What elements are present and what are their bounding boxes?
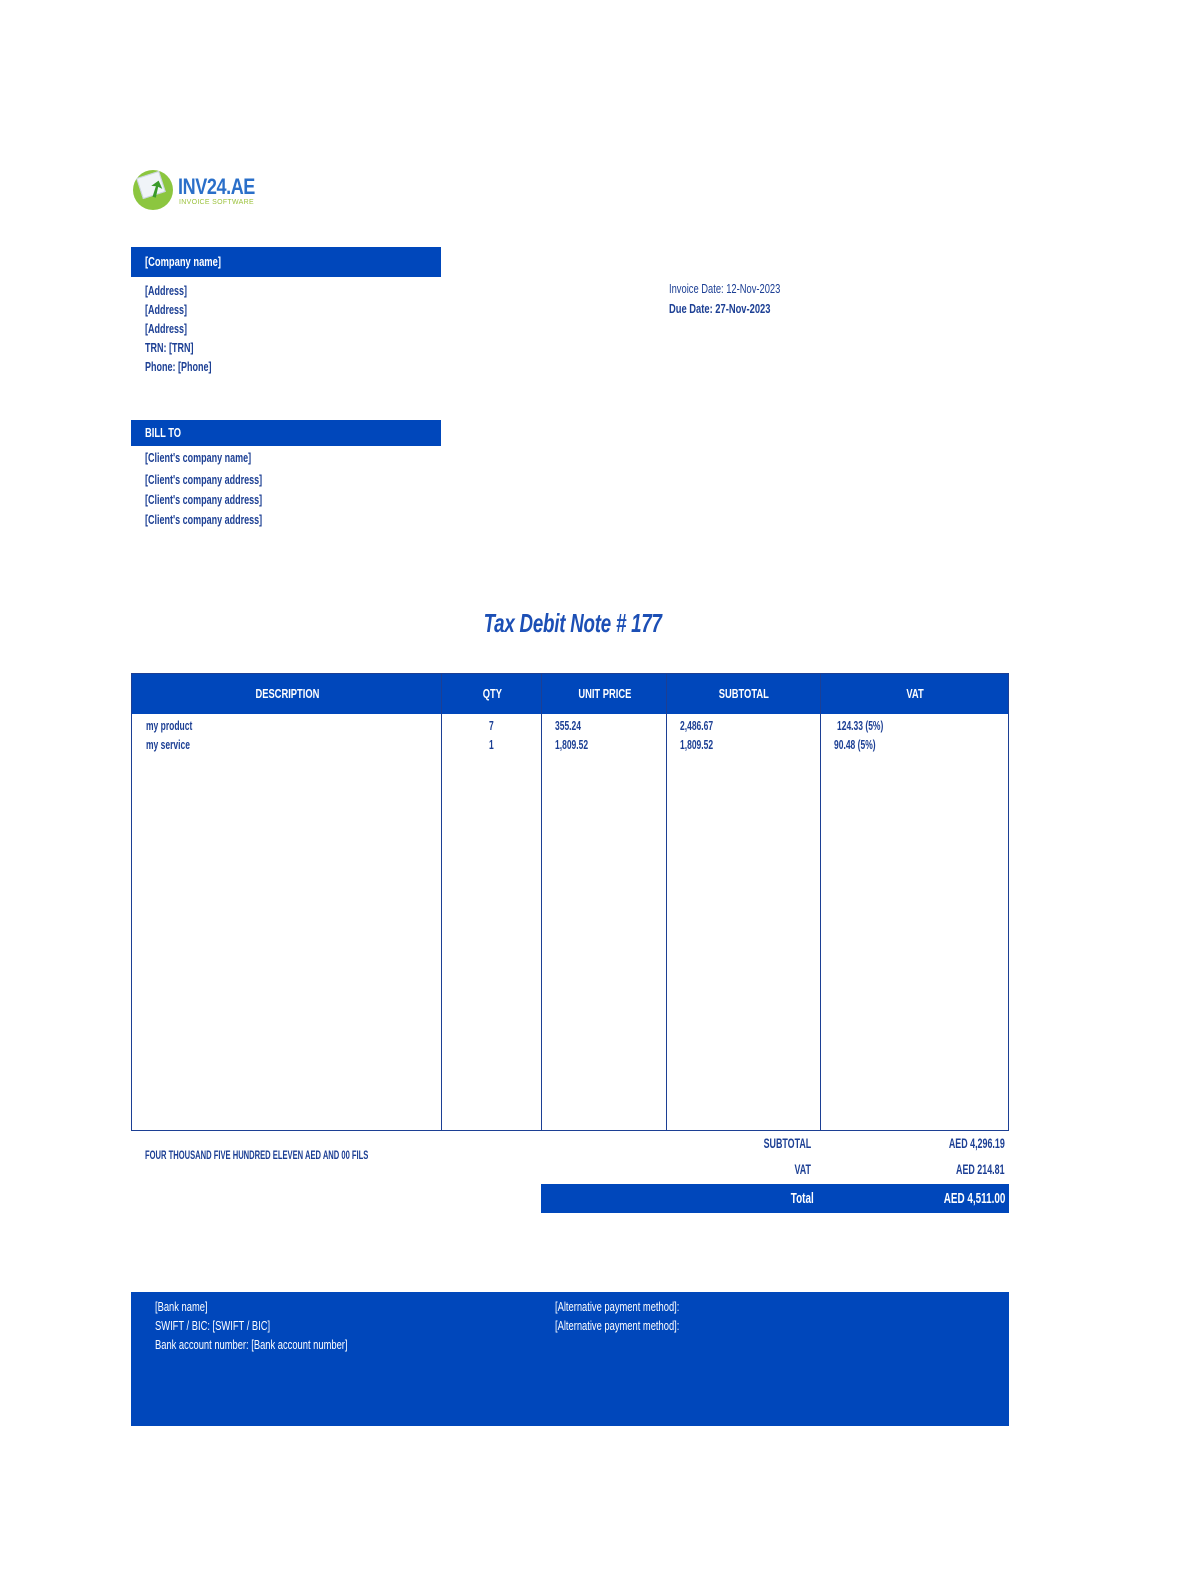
logo-name: INV24.AE (178, 174, 255, 199)
client-details (145, 448, 308, 530)
company-phone: Phone: [Phone] (145, 360, 212, 374)
row-2-subtotal: 1,809.52 (680, 738, 714, 752)
total-value: AED 4,511.00 (943, 1190, 1005, 1207)
company-address-3: [Address] (145, 322, 188, 336)
document-title-text: Tax Debit Note # 177 (483, 608, 663, 638)
client-address-1: [Client's company address] (145, 473, 263, 487)
row-1-unit-price: 355.24 (555, 719, 581, 733)
company-name-bar (131, 247, 441, 277)
client-company-name: [Client's company name] (145, 451, 252, 465)
company-address-2: [Address] (145, 303, 188, 317)
document-title (0, 608, 1146, 639)
due-date: Due Date: 27-Nov-2023 (669, 301, 771, 316)
brand-logo (133, 170, 263, 214)
alt-payment-method-1: [Alternative payment method]: (555, 1299, 680, 1314)
total-bar (541, 1184, 1009, 1213)
invoice-growth-arrow-icon: ➚ (133, 170, 173, 210)
swift-bic: SWIFT / BIC: [SWIFT / BIC] (155, 1318, 271, 1333)
company-address-1: [Address] (145, 284, 188, 298)
amount-in-words: FOUR THOUSAND FIVE HUNDRED ELEVEN AED AND 00 FILS (145, 1150, 369, 1162)
row-1-description: my product (146, 719, 193, 733)
row-2-description: my service (146, 738, 190, 752)
header-description: DESCRIPTION (255, 686, 319, 701)
subtotal-value: AED 4,296.19 (949, 1136, 1005, 1151)
invoice-dates (669, 279, 824, 319)
row-1-vat: 124.33 (5%) (837, 719, 884, 733)
client-address-3: [Client's company address] (145, 513, 263, 527)
bill-to-bar (131, 420, 441, 446)
alt-payment-method-2: [Alternative payment method]: (555, 1318, 680, 1333)
logo-tagline: INVOICE SOFTWARE (179, 199, 254, 206)
line-items-table (131, 673, 1009, 1131)
company-trn: TRN: [TRN] (145, 341, 194, 355)
company-details (145, 282, 237, 377)
bank-name: [Bank name] (155, 1299, 208, 1314)
row-2-qty: 1 (489, 738, 494, 752)
row-2-vat: 90.48 (5%) (834, 738, 876, 752)
payment-footer (131, 1292, 1009, 1426)
bank-account-number: Bank account number: [Bank account number] (155, 1337, 348, 1352)
header-qty: QTY (482, 686, 502, 701)
vat-value: AED 214.81 (956, 1162, 1005, 1177)
total-label: Total (791, 1190, 814, 1207)
vat-label: VAT (794, 1162, 811, 1177)
row-1-subtotal: 2,486.67 (680, 719, 714, 733)
invoice-date: Invoice Date: 12-Nov-2023 (669, 281, 781, 296)
header-vat: VAT (906, 686, 924, 701)
row-1-qty: 7 (489, 719, 494, 733)
bill-to-heading: BILL TO (145, 425, 182, 440)
subtotal-label: SUBTOTAL (763, 1136, 811, 1151)
header-subtotal: SUBTOTAL (718, 686, 770, 701)
client-address-2: [Client's company address] (145, 493, 263, 507)
row-2-unit-price: 1,809.52 (555, 738, 589, 752)
header-unit-price: UNIT PRICE (577, 686, 632, 701)
company-name: [Company name] (145, 254, 221, 269)
